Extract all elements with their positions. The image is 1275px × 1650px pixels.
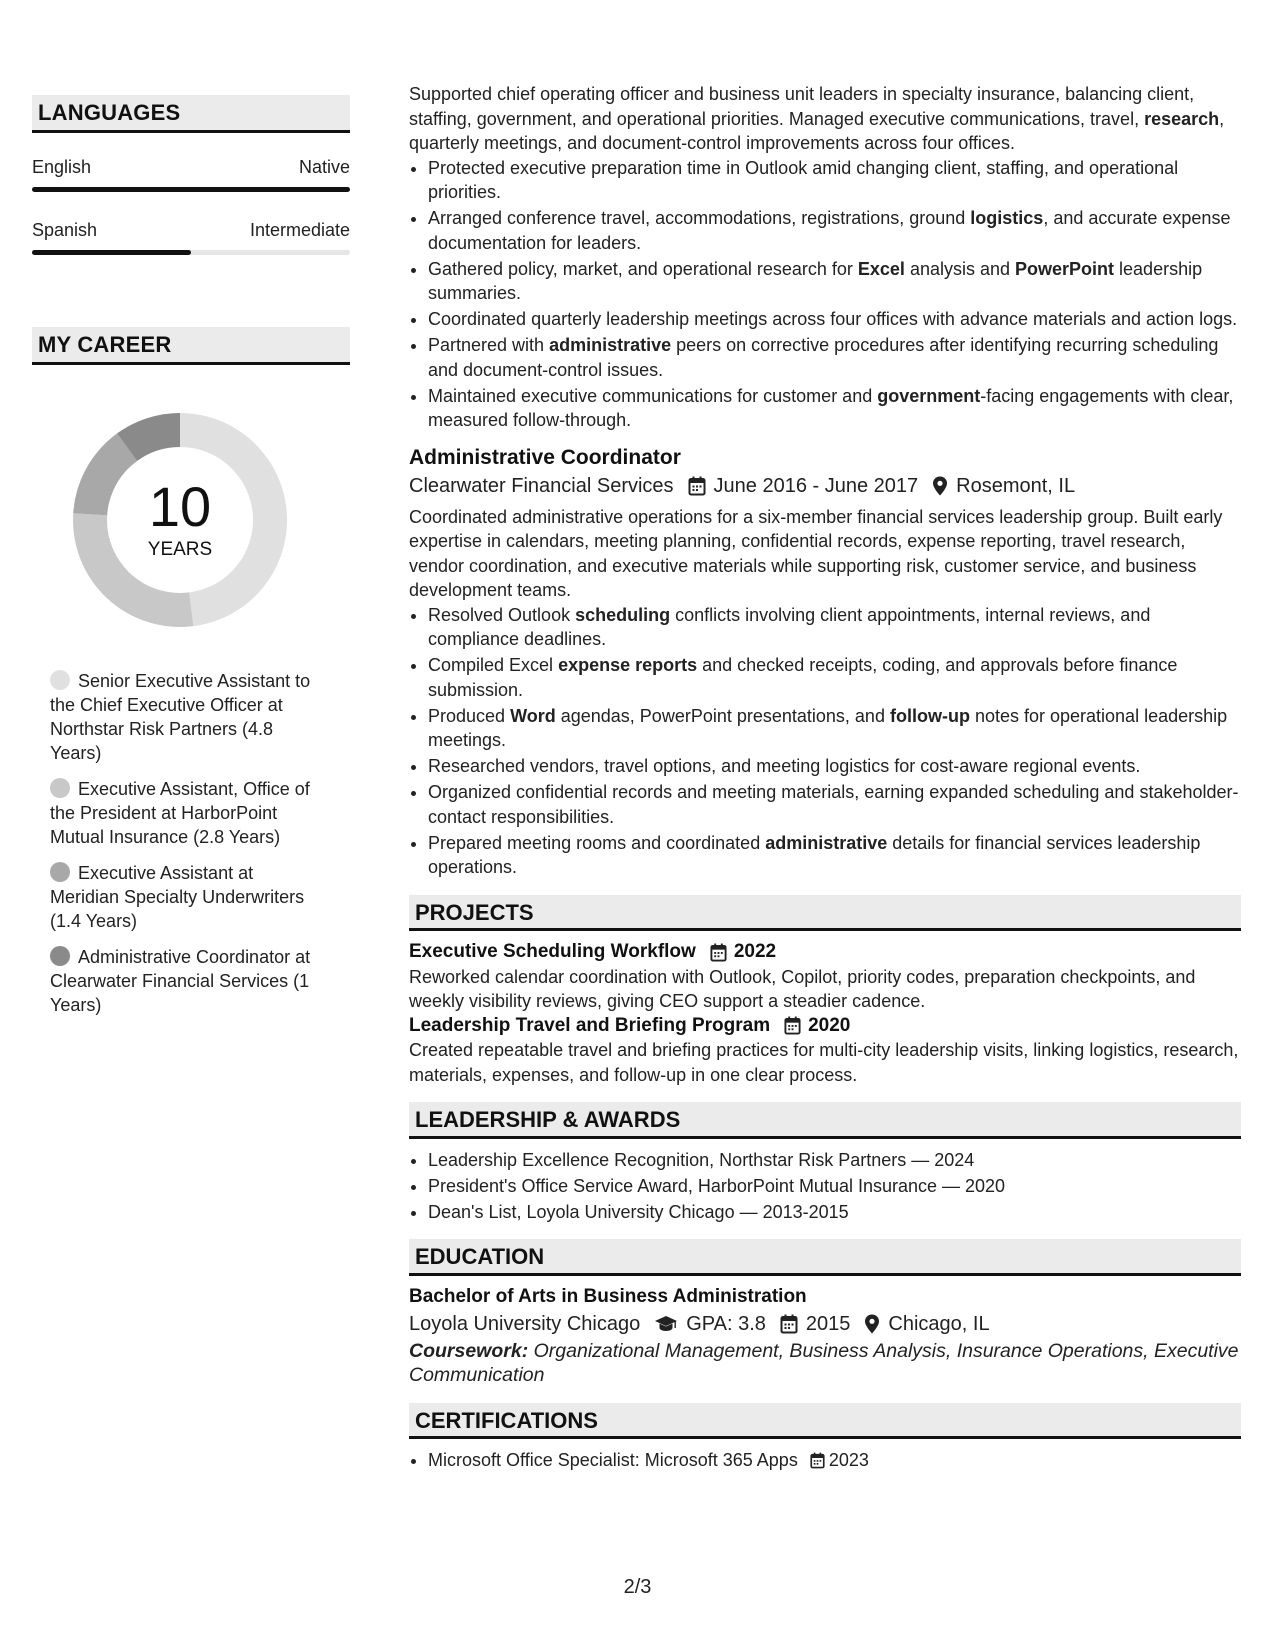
language-spanish [32, 220, 350, 255]
language-proficiency-fill [32, 250, 191, 255]
map-pin-icon [864, 1314, 880, 1334]
summary-text: Supported chief operating officer and business unit leaders in specialty insurance, balancing client, staffing, government, and operational priorities. Managed executive communications, travel, [409, 84, 1195, 129]
job-summary: Coordinated administrative operations for a six-member financial services leadership group. Built early expertise in calendars, meeting planning, confidential records, expense reporting, travel research, vendor coordination, and executive materials while supporting risk, customer service, and business development teams. [409, 506, 1223, 600]
coursework-label: Coursework: [409, 1339, 529, 1362]
calendar-icon [710, 943, 727, 962]
job-summary [409, 82, 1241, 156]
page-number: 2/3 [623, 1576, 652, 1598]
language-english [32, 157, 350, 192]
language-proficiency-bar [32, 187, 350, 192]
bullet-item: • Maintained executive communications for customer and government-facing engagements with clear, measured follow-through. [428, 384, 1241, 433]
career-total-years: 10 [148, 475, 212, 538]
project-year: 2020 [808, 1014, 851, 1036]
bullet-item: • Prepared meeting rooms and coordinated administrative details for financial services leadership operations. [428, 831, 1241, 880]
career-legend-item [50, 945, 315, 1017]
awards-list [409, 1148, 1241, 1225]
language-proficiency-fill [32, 187, 350, 192]
education-meta [409, 1312, 1241, 1337]
bullet-item: • Resolved Outlook scheduling conflicts involving client appointments, internal reviews, and compliance deadlines. [428, 603, 1241, 652]
legend-dot [50, 670, 70, 690]
job-location: Rosemont, IL [956, 475, 1076, 497]
award-item: • Leadership Excellence Recognition, Northstar Risk Partners — 2024 [428, 1148, 1241, 1173]
award-item: • Dean's List, Loyola University Chicago — 2013-2015 [428, 1200, 1241, 1225]
bullet-item: • Gathered policy, market, and operational research for Excel analysis and PowerPoint leadership summaries. [428, 257, 1241, 306]
school-name: Loyola University Chicago [409, 1313, 641, 1335]
legend-dot [50, 946, 70, 966]
gpa: GPA: 3.8 [686, 1313, 766, 1335]
calendar-icon [780, 1314, 798, 1334]
project-description: Created repeatable travel and briefing practices for multi-city leadership visits, linking logistics, research, materials, expenses, and follow-up in one clear process. [409, 1040, 1239, 1085]
bullet-item: • Protected executive preparation time in Outlook amid changing client, staffing, and operational priorities. [428, 156, 1241, 205]
career-donut-chart [67, 407, 293, 633]
career-heading: MY CAREER [32, 327, 350, 365]
calendar-icon [688, 476, 706, 496]
certification-year: 2023 [828, 1450, 869, 1470]
awards-heading: LEADERSHIP & AWARDS [409, 1102, 1241, 1139]
career-legend-text: Administrative Coordinator at Clearwater Financial Services (1 Years) [50, 947, 311, 1015]
career-legend-text: Executive Assistant at Meridian Specialty Underwriters (1.4 Years) [50, 863, 305, 931]
bullet-item: • Researched vendors, travel options, and meeting logistics for cost-aware regional events. [428, 754, 1241, 779]
company-name: Clearwater Financial Services [409, 475, 674, 497]
degree-title: Bachelor of Arts in Business Administration [409, 1285, 807, 1307]
language-name: Spanish [32, 220, 98, 240]
certification-name: • Microsoft Office Specialist: Microsoft 365 Apps [428, 1450, 798, 1470]
map-pin-icon [932, 476, 948, 496]
job-dates: June 2016 - June 2017 [713, 475, 919, 497]
career-legend-text: Senior Executive Assistant to the Chief Executive Officer at Northstar Risk Partners (4.8 Years) [50, 671, 311, 763]
calendar-icon [810, 1452, 825, 1469]
career-legend-item [50, 861, 315, 933]
job-bullets [409, 156, 1241, 433]
career-total-unit: YEARS [147, 539, 213, 560]
bullet-item: • Compiled Excel expense reports and checked receipts, coding, and approvals before finance submission. [428, 653, 1241, 702]
award-item: • President's Office Service Award, HarborPoint Mutual Insurance — 2020 [428, 1174, 1241, 1199]
job-bullets [409, 603, 1241, 880]
language-proficiency-bar [32, 250, 350, 255]
school-location: Chicago, IL [888, 1313, 990, 1335]
bullet-item: • Produced Word agendas, PowerPoint presentations, and follow-up notes for operational leadership meetings. [428, 704, 1241, 753]
language-level: Intermediate [249, 220, 350, 240]
calendar-icon [784, 1016, 801, 1035]
project-item [409, 940, 1241, 1014]
career-legend-item [50, 669, 315, 765]
job-meta [409, 474, 1241, 499]
bullet-item: • Arranged conference travel, accommodations, registrations, ground logistics, and accurate expense documentation for leaders. [428, 206, 1241, 255]
graduation-cap-icon [654, 1315, 678, 1333]
bullet-item: • Organized confidential records and meeting materials, earning expanded scheduling and stakeholder-contact responsibilities. [428, 780, 1241, 829]
project-title: Executive Scheduling Workflow [409, 941, 696, 962]
career-legend-text: Executive Assistant, Office of the President at HarborPoint Mutual Insurance (2.8 Years) [50, 779, 310, 847]
sidebar [32, 95, 350, 1029]
career-legend [32, 669, 350, 1017]
coursework [409, 1339, 1241, 1388]
language-name: English [32, 157, 92, 177]
main-content [409, 82, 1241, 1474]
bullet-item: • Coordinated quarterly leadership meetings across four offices with advance materials and action logs. [428, 307, 1241, 332]
project-title: Leadership Travel and Briefing Program [409, 1014, 771, 1036]
certifications-heading: CERTIFICATIONS [409, 1403, 1241, 1440]
bullet-item: • Partnered with administrative peers on corrective procedures after identifying recurring scheduling and document-control issues. [428, 333, 1241, 382]
language-level: Native [298, 157, 350, 177]
project-item [409, 1014, 1241, 1088]
summary-keyword: research [1144, 108, 1220, 129]
education-heading: EDUCATION [409, 1239, 1241, 1276]
certification-item [428, 1448, 1241, 1473]
projects-heading: PROJECTS [409, 895, 1241, 932]
project-description: Reworked calendar coordination with Outlook, Copilot, priority codes, preparation checkpoints, and weekly visibility reviews, giving CEO support a steadier cadence. [409, 966, 1196, 1011]
career-legend-item [50, 777, 315, 849]
project-year: 2022 [733, 941, 777, 962]
job-title: Administrative Coordinator [409, 445, 681, 469]
coursework-text: Organizational Management, Business Analysis, Insurance Operations, Executive Communication [409, 1339, 1239, 1386]
graduation-year: 2015 [805, 1313, 851, 1335]
legend-dot [50, 862, 70, 882]
languages-heading: LANGUAGES [32, 95, 350, 133]
legend-dot [50, 778, 70, 798]
summary-text: , quarterly meetings, and document-control improvements across four offices. [409, 108, 1225, 153]
certifications-list [409, 1448, 1241, 1473]
